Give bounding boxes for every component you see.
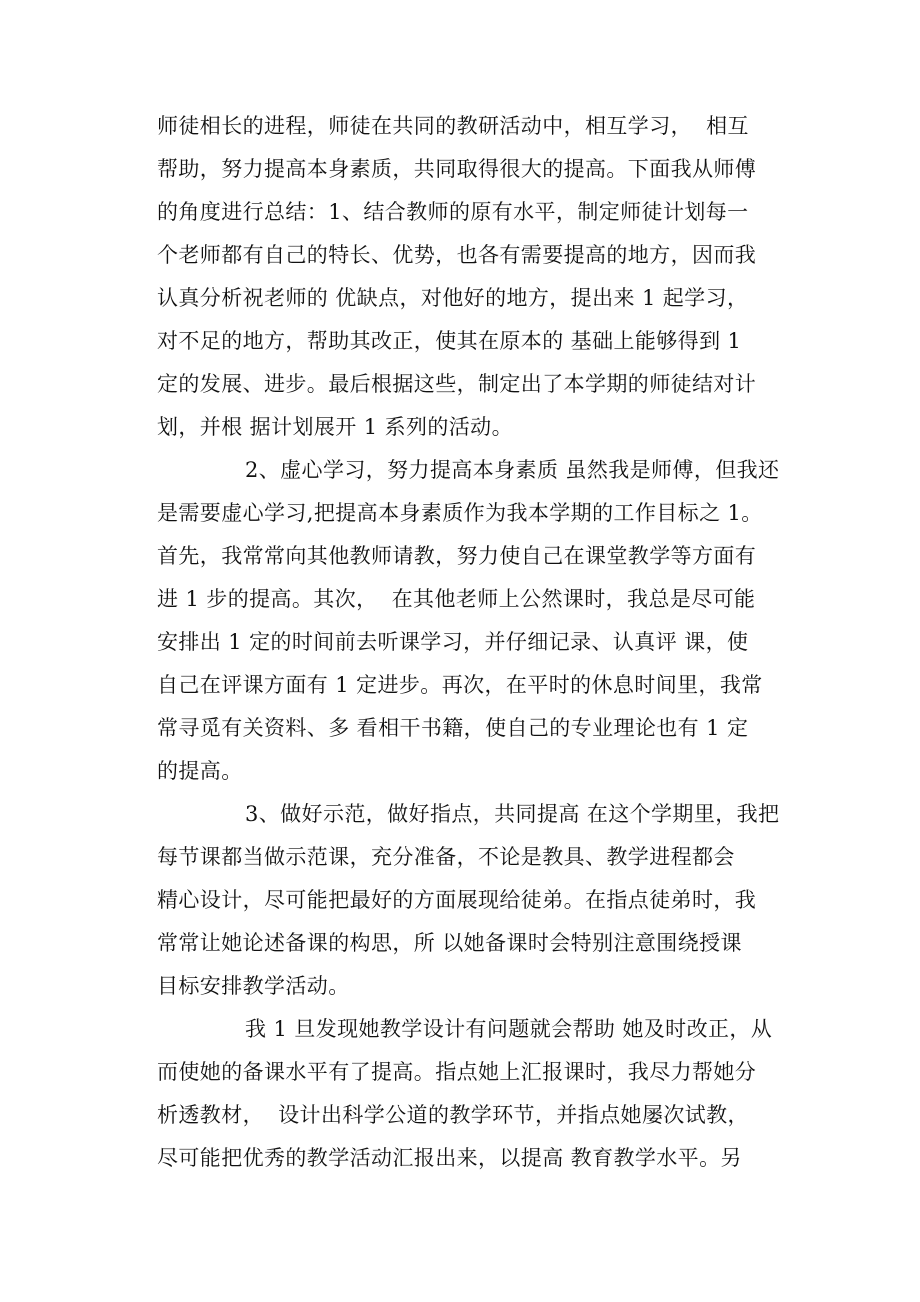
paragraph-start-line: 3、做好示范，做好指点，共同提高 在这个学期里，我把 bbox=[245, 802, 780, 826]
text-line: 安排出 1 定的时间前去听课学习，并仔细记录、认真评 课，使 bbox=[157, 630, 749, 654]
text-line: 帮助，努力提高本身素质，共同取得很大的提高。下面我从师傅 bbox=[157, 157, 757, 181]
text-line: 认真分析祝老师的 优缺点，对他好的地方，提出来 1 起学习， bbox=[157, 286, 749, 310]
text-line: 的提高。 bbox=[157, 759, 243, 783]
text-line: 尽可能把优秀的教学活动汇报出来，以提高 教育教学水平。另 bbox=[157, 1146, 742, 1170]
text-line: 的角度进行总结：1、结合教师的原有水平，制定师徒计划每一 bbox=[157, 200, 749, 224]
text-line: 个老师都有自己的特长、优势，也各有需要提高的地方，因而我 bbox=[157, 243, 757, 267]
paragraph-start-line: 2、虚心学习，努力提高本身素质 虽然我是师傅，但我还 bbox=[245, 458, 780, 482]
text-line: 定的发展、进步。最后根据这些，制定出了本学期的师徒结对计 bbox=[157, 372, 757, 396]
text-line: 常寻觅有关资料、多 看相干书籍，使自己的专业理论也有 1 定 bbox=[157, 716, 749, 740]
text-line: 析透教材， 设计出科学公道的教学环节，并指点她屡次试教， bbox=[157, 1103, 749, 1127]
text-line: 精心设计，尽可能把最好的方面展现给徒弟。在指点徒弟时，我 bbox=[157, 888, 757, 912]
text-line: 目标安排教学活动。 bbox=[157, 974, 350, 998]
paragraph-start-line: 我 1 旦发现她教学设计有问题就会帮助 她及时改正，从 bbox=[245, 1017, 773, 1041]
text-line: 常常让她论述备课的构思，所 以她备课时会特别注意围绕授课 bbox=[157, 931, 742, 955]
text-line: 是需要虚心学习,把提高本身素质作为我本学期的工作目标之 1。 bbox=[157, 501, 763, 525]
text-line: 每节课都当做示范课，充分准备，不论是教具、教学进程都会 bbox=[157, 845, 735, 869]
text-line: 师徒相长的进程，师徒在共同的教研活动中，相互学习， 相互 bbox=[157, 114, 749, 138]
text-line: 划，并根 据计划展开 1 系列的活动。 bbox=[157, 415, 513, 439]
text-line: 对不足的地方，帮助其改正，使其在原本的 基础上能够得到 1 bbox=[157, 329, 742, 353]
text-line: 而使她的备课水平有了提高。指点她上汇报课时，我尽力帮她分 bbox=[157, 1060, 757, 1084]
text-line: 进 1 步的提高。其次， 在其他老师上公然课时，我总是尽可能 bbox=[157, 587, 756, 611]
text-line: 首先，我常常向其他教师请教，努力使自己在课堂教学等方面有 bbox=[157, 544, 757, 568]
text-line: 自己在评课方面有 1 定进步。再次，在平时的休息时间里，我常 bbox=[157, 673, 763, 697]
